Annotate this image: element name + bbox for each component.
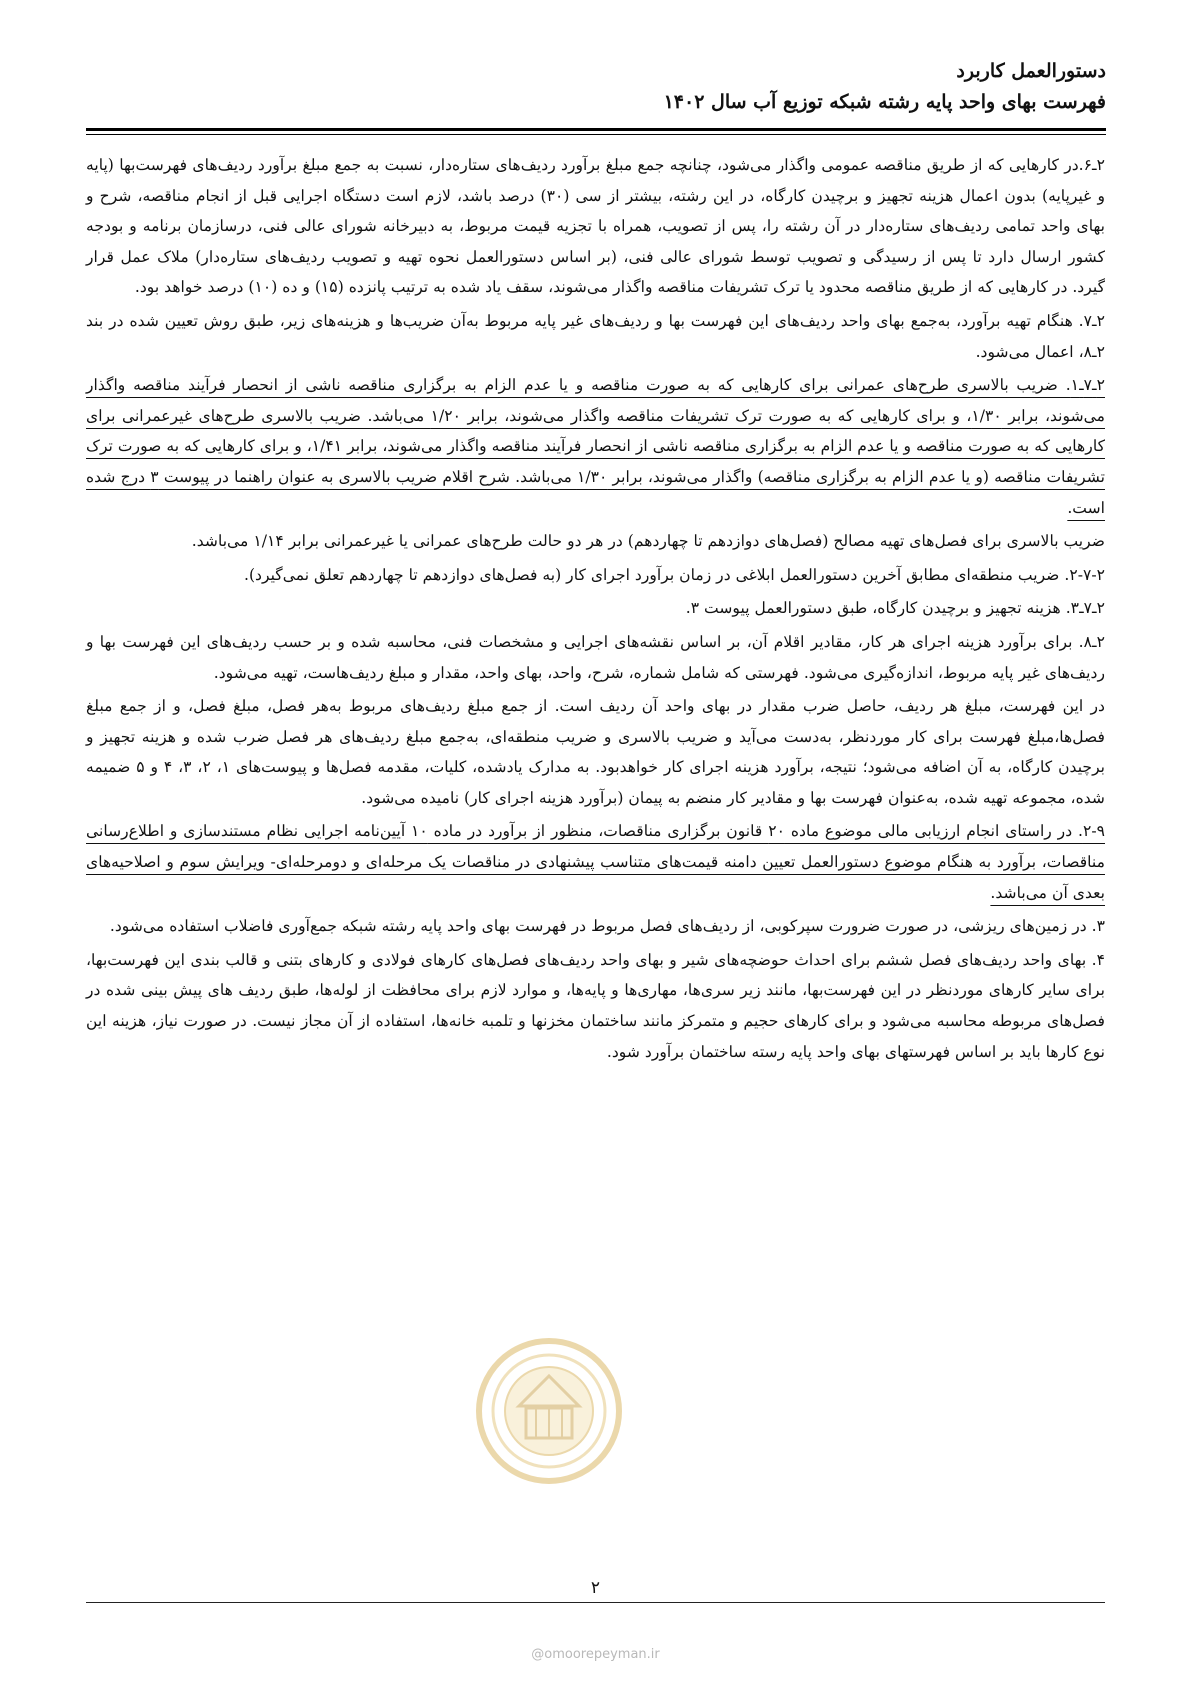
paragraph-2-7-1: ۲ـ۷ـ۱. ضریب بالاسری طرح‌های عمرانی برای کارهایی که به صورت مناقصه و یا عدم الزام به برگزاری مناقصه ناشی از انحصار فرآیند مناقصه واگذار می‌شوند، برابر ۱/۳۰، و برای کارهایی که به صورت ترک تشریفات مناقصه واگذار می‌شوند، برابر ۱/۲۰ می‌باشد. ضریب بالاسری طرح‌های غیرعمرانی برای کارهایی که به صورت مناقصه و یا عدم الزام به برگزاری مناقصه ناشی از انحصار فرآیند مناقصه واگذار می‌شوند، برابر ۱/۴۱، و برای کارهایی که به صورت ترک تشریفات مناقصه (و یا عدم الزام به برگزاری مناقصه) واگذار می‌شوند، برابر ۱/۳۰ می‌باشد. شرح اقلام ضریب بالاسری به عنوان راهنما در پیوست ۳ درج شده است. [86, 376, 1105, 517]
watermark-seal-icon [474, 1336, 624, 1486]
document-header [86, 56, 1106, 118]
document-title: دستورالعمل کاربرد [956, 60, 1106, 82]
document-body [86, 150, 1105, 1070]
paragraph-2-9: ۲-۹. در راستای انجام ارزیابی مالی موضوع ماده ۲۰ قانون برگزاری مناقصات، منظور از برآورد در ماده ۱۰ آیین‌نامه اجرایی نظام مستندسازی و اطلاع‌رسانی مناقصات، برآورد به هنگام موضوع دستورالعمل تعیین دامنه قیمت‌های متناسب پیشنهادی در مناقصات یک مرحله‌ای و دومرحله‌ای- ویرایش سوم و اصلاحیه‌های بعدی آن می‌باشد. [86, 822, 1105, 902]
paragraph-4: ۴. بهای واحد ردیف‌های فصل ششم برای احداث حوضچه‌های شیر و بهای واحد ردیف‌های فصل‌های کارهای فولادی و کارهای بتنی و قالب بندی این فهرست‌بها، برای سایر کارهای موردنظر در این فهرست‌بها، مانند زیر سری‌ها، مهاری‌ها و پایه‌ها، و موارد لازم برای محافظت از لوله‌ها، طبق ردیف های پیش بینی شده در فصل‌های مربوطه محاسبه می‌شود و برای کارهای حجیم و متمرکز مانند ساختمان مخزنها و تلمبه خانه‌ها، استفاده از آن مجاز نیست. در صورت نیاز، هزینه این نوع کارها باید بر اساس فهرستهای بهای واحد پایه رسته ساختمان برآورد شود. [86, 950, 1105, 1061]
paragraph-2-7-3: ۲ـ۷ـ۳. هزینه تجهیز و برچیدن کارگاه، طبق دستورالعمل پیوست ۳. [685, 599, 1105, 618]
paragraph-2-7: ۲ـ۷. هنگام تهیه برآورد، به‌جمع بهای واحد ردیف‌های این فهرست بها و ردیف‌های غیر پایه مربوط به‌آن ضریب‌ها و هزینه‌های زیر، طبق روش تعیین شده در بند ۲ـ۸، اعمال می‌شود. [86, 311, 1105, 361]
paragraph-overhead-materials: ضریب بالاسری برای فصل‌های تهیه مصالح (فصل‌های دوازدهم تا چهاردهم) در هر دو حالت طرح‌های عمرانی یا غیرعمرانی برابر ۱/۱۴ می‌باشد. [191, 532, 1105, 551]
header-rule-thin [86, 134, 1106, 135]
paragraph-3: ۳. در زمین‌های ریزشی، در صورت ضرورت سپرکوبی، از ردیف‌های فصل مربوط در فهرست بهای واحد پایه رشته شبکه جمع‌آوری فاضلاب استفاده می‌شود. [109, 917, 1105, 936]
header-rule-thick [86, 128, 1106, 131]
paragraph-2-8: ۲ـ۸. برای برآورد هزینه اجرای هر کار، مقادیر اقلام آن، بر اساس نقشه‌های اجرایی و مشخصات فنی، محاسبه شده و بر حسب ردیف‌های این فهرست بها و ردیف‌های غیر پایه مربوط، اندازه‌گیری می‌شود. فهرستی که شامل شماره، شرح، واحد، بهای واحد، مقدار و مبلغ ردیف‌هاست، تهیه می‌شود. [86, 632, 1105, 682]
paragraph-list-calculation: در این فهرست، مبلغ هر ردیف، حاصل ضرب مقدار در بهای واحد آن ردیف است. از جمع مبلغ ردیف‌های مربوط به‌هر فصل، مبلغ فصل، و از جمع مبلغ فصل‌ها،مبلغ فهرست برای کار موردنظر، به‌دست می‌آید و ضریب بالاسری و ضریب منطقه‌ای، به‌جمع مبلغ ردیف‌های هر فصل ضرب شده و هزینه تجهیز و برچیدن کارگاه، به آن اضافه می‌شود؛ نتیجه، برآورد هزینه اجرای کار خواهدبود. به مدارک یادشده، کلیات، مقدمه فصل‌ها و پیوست‌های ۱، ۲، ۳، ۴ و ۵ ضمیمه شده، مجموعه تهیه شده، به‌عنوان فهرست بها و مقادیر کار منضم به پیمان (برآورد هزینه اجرای کار) نامیده می‌شود. [86, 697, 1106, 807]
footer-rule [86, 1602, 1105, 1603]
paragraph-2-6: ۲ـ۶.در کارهایی که از طریق مناقصه عمومی واگذار می‌شود، چنانچه جمع مبلغ برآورد ردیف‌های ستاره‌دار، نسبت به جمع مبلغ برآورد ردیف‌های فهرست‌بها (پایه و غیرپایه) بدون اعمال هزینه تجهیز و برچیدن کارگاه، در این رشته، بیشتر از سی (۳۰) درصد باشد، لازم است دستگاه اجرایی قبل از انجام مناقصه، شرح و بهای واحد تمامی ردیف‌های ستاره‌دار در آن رشته را، پس از تصویب، همراه با تجزیه قیمت مربوط، به دبیرخانه شورای عالی فنی، درسازمان برنامه و بودجه کشور ارسال دارد تا پس از رسیدگی و تصویب توسط شورای عالی فنی، (بر اساس دستورالعمل نحوه تهیه و تصویب ردیف‌های ستاره‌دار) ملاک عمل قرار گیرد. در کارهایی که از طریق مناقصه محدود یا ترک تشریفات مناقصه واگذار می‌شوند، سقف یاد شده به ترتیب پانزده (۱۵) و ده (۱۰) درصد خواهد بود. [86, 156, 1105, 297]
watermark-url: @omoorepeyman.ir [531, 1647, 660, 1662]
page-number: ۲ [590, 1578, 601, 1598]
document-subtitle: فهرست بهای واحد پایه رشته شبکه توزیع آب سال ۱۴۰۲ [663, 91, 1106, 113]
paragraph-2-7-2: ۲-۷-۲. ضریب منطقه‌ای مطابق آخرین دستورالعمل ابلاغی در زمان برآورد اجرای کار (به فصل‌های دوازدهم تا چهاردهم تعلق نمی‌گیرد). [243, 565, 1105, 584]
